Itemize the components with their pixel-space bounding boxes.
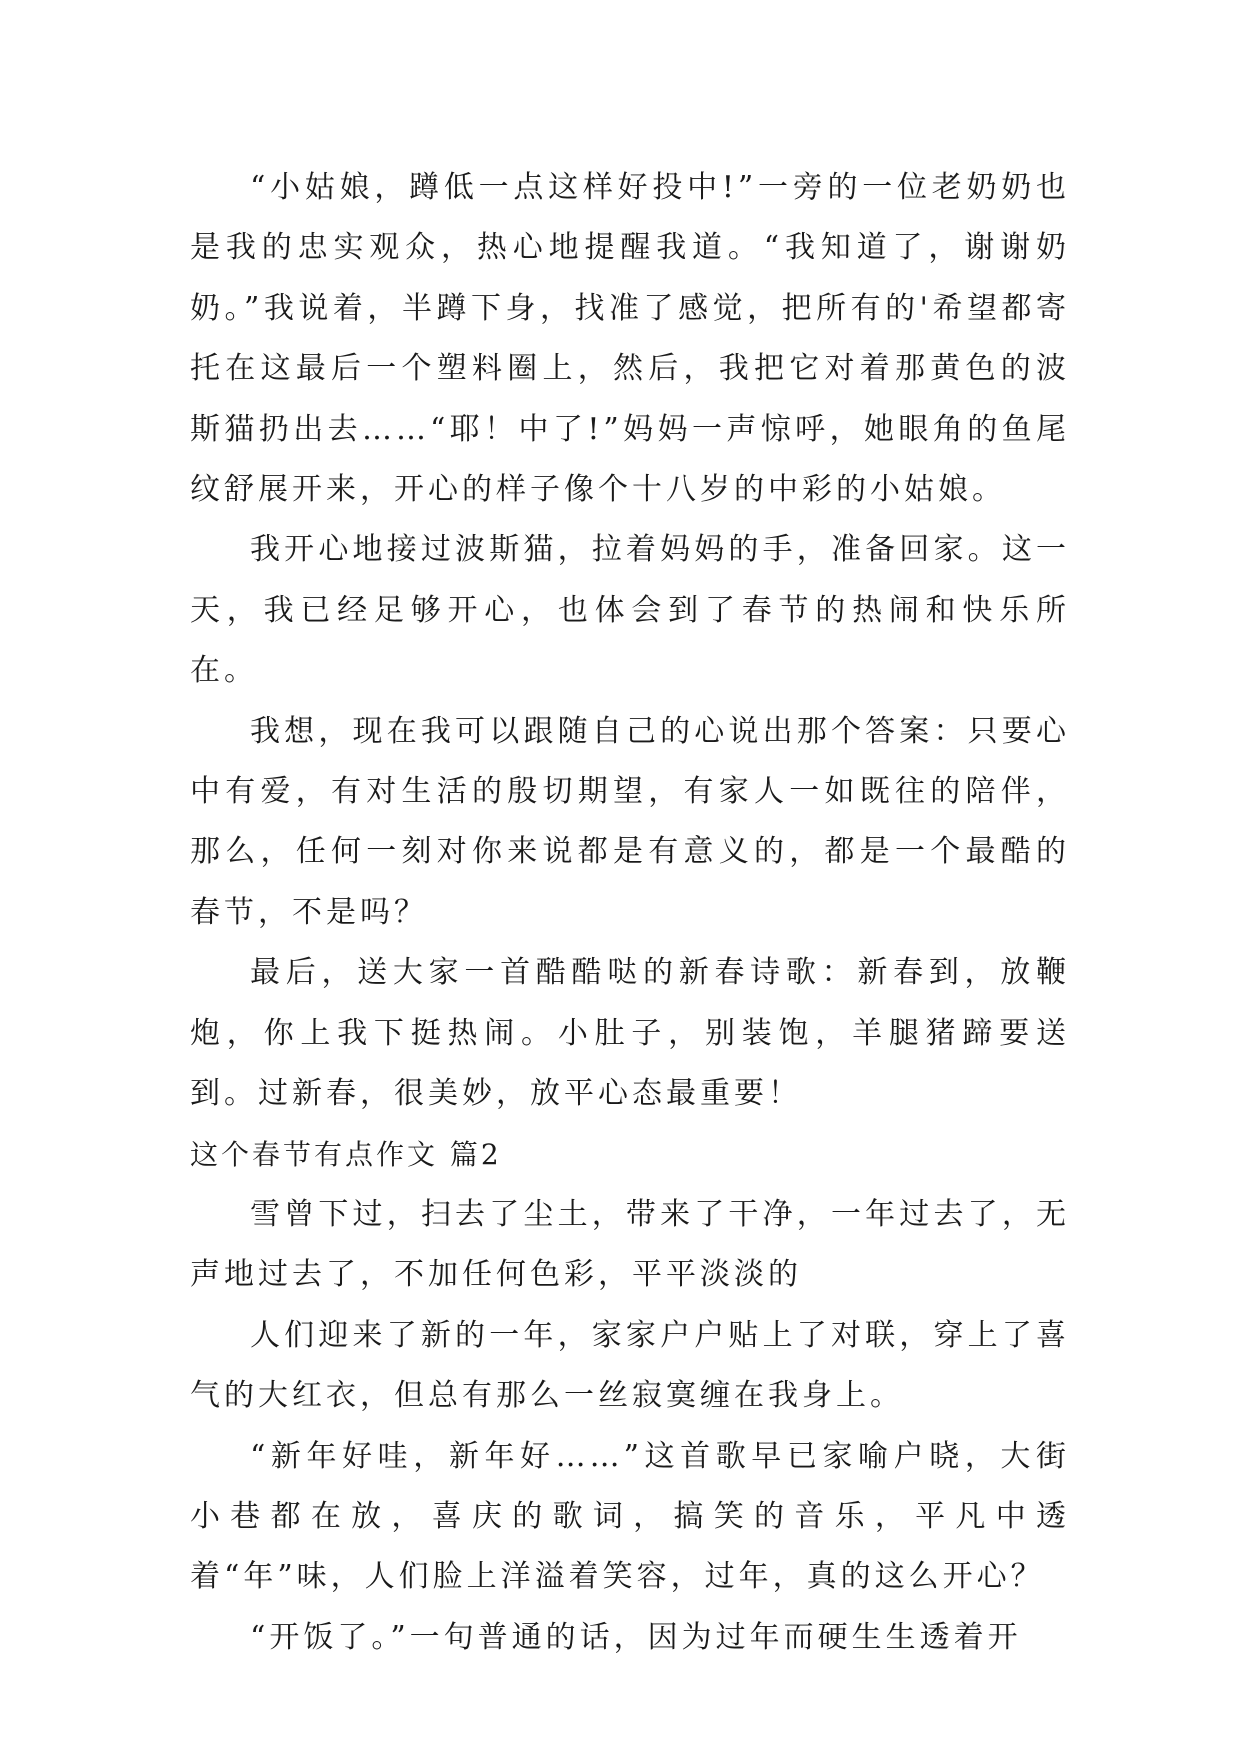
paragraph-new-year: 人们迎来了新的一年，家家户户贴上了对联，穿上了喜气的大红衣，但总有那么一丝寂寞缠在我身上。 — [190, 1317, 1070, 1414]
document-body — [190, 158, 1070, 1668]
section-heading: 这个春节有点作文 篇2 — [190, 1137, 502, 1171]
paragraph-ring-toss: “小姑娘，蹲低一点这样好投中!”一旁的一位老奶奶也是我的忠实观众，热心地提醒我道。“我知道了，谢谢奶奶。”我说着，半蹲下身，找准了感觉，把所有的'希望都寄托在这最后一个塑料圈上，然后，我把它对着那黄色的波斯猫扔出去……“耶！中了!”妈妈一声惊呼，她眼角的鱼尾纹舒展开来，开心的样子像个十八岁的中彩的小姑娘。 — [190, 170, 1070, 508]
paragraph-dinner: “开饭了。”一句普通的话，因为过年而硬生生透着开 — [250, 1619, 1022, 1655]
paragraph-answer: 我想，现在我可以跟随自己的心说出那个答案：只要心中有爱，有对生活的殷切期望，有家人一如既往的陪伴，那么，任何一刻对你来说都是有意义的，都是一个最酷的春节，不是吗？ — [190, 713, 1070, 930]
paragraph-song: “新年好哇，新年好……”这首歌早已家喻户晓，大街小巷都在放，喜庆的歌词，搞笑的音乐，平凡中透着“年”味，人们脸上洋溢着笑容，过年，真的这么开心？ — [190, 1438, 1070, 1595]
paragraph-poem: 最后，送大家一首酷酷哒的新春诗歌：新春到，放鞭炮，你上我下挺热闹。小肚子，别装饱，羊腿猪蹄要送到。过新春，很美妙，放平心态最重要！ — [190, 955, 1070, 1112]
paragraph-snow: 雪曾下过，扫去了尘土，带来了干净，一年过去了，无声地过去了，不加任何色彩，平平淡淡的 — [190, 1196, 1070, 1293]
paragraph-going-home: 我开心地接过波斯猫，拉着妈妈的手，准备回家。这一天，我已经足够开心，也体会到了春节的热闹和快乐所在。 — [190, 532, 1070, 689]
